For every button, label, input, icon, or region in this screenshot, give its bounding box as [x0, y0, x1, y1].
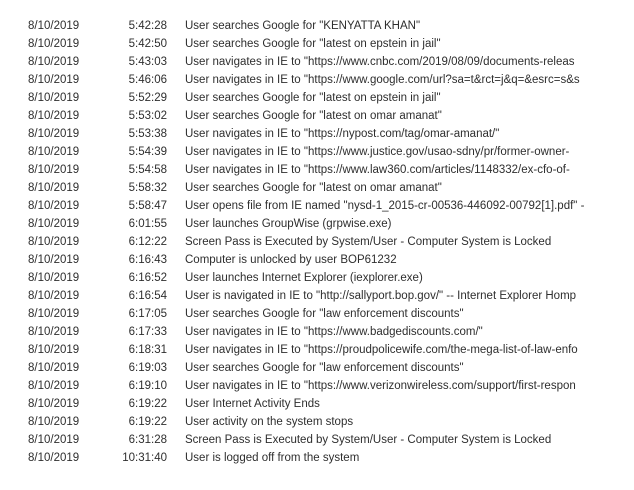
log-row: [28, 341, 634, 359]
log-time: 6:31:28: [128, 434, 167, 446]
log-row: [28, 35, 634, 53]
log-event: User navigates in IE to "https://www.justice.gov/usao-sdny/pr/former-owner-: [185, 146, 570, 158]
log-date: 8/10/2019: [28, 380, 80, 392]
log-time: 6:16:54: [128, 290, 167, 302]
log-event: User launches Internet Explorer (iexplorer.exe): [185, 272, 423, 284]
log-row: [28, 359, 634, 377]
log-event: User navigates in IE to "https://nypost.com/tag/omar-amanat/": [185, 128, 500, 140]
log-date: 8/10/2019: [28, 236, 80, 248]
log-event: User searches Google for "law enforcement discounts": [185, 308, 464, 320]
log-time: 6:19:22: [128, 416, 167, 428]
log-date: 8/10/2019: [28, 398, 80, 410]
log-row: [28, 53, 634, 71]
log-date: 8/10/2019: [28, 344, 80, 356]
log-event: User navigates in IE to "https://www.verizonwireless.com/support/first-respon: [185, 380, 576, 392]
log-date: 8/10/2019: [28, 74, 80, 86]
log-time: 5:42:50: [128, 38, 167, 50]
log-row: [28, 107, 634, 125]
log-date: 8/10/2019: [28, 362, 80, 374]
log-row: [28, 143, 634, 161]
log-row: [28, 89, 634, 107]
log-event: User navigates in IE to "https://www.badgediscounts.com/": [185, 326, 483, 338]
log-time: 5:54:39: [128, 146, 167, 158]
log-row: [28, 197, 634, 215]
log-row: [28, 251, 634, 269]
log-date: 8/10/2019: [28, 308, 80, 320]
log-event: User opens file from IE named "nysd-1_2015-cr-00536-446092-00792[1].pdf" -: [185, 200, 585, 212]
log-date: 8/10/2019: [28, 452, 80, 464]
log-time: 6:17:33: [128, 326, 167, 338]
log-event: Computer is unlocked by user BOP61232: [185, 254, 397, 266]
log-time: 6:19:10: [128, 380, 167, 392]
log-date: 8/10/2019: [28, 254, 80, 266]
log-date: 8/10/2019: [28, 200, 80, 212]
log-time: 6:16:43: [128, 254, 167, 266]
log-time: 5:58:47: [128, 200, 167, 212]
log-time: 6:19:22: [128, 398, 167, 410]
log-row: [28, 125, 634, 143]
log-event: User is navigated in IE to "http://sallyport.bop.gov/" -- Internet Explorer Homp: [185, 290, 577, 302]
log-event: User searches Google for "latest on epstein in jail": [185, 38, 441, 50]
log-date: 8/10/2019: [28, 164, 80, 176]
log-date: 8/10/2019: [28, 218, 80, 230]
activity-log: [28, 17, 634, 467]
log-date: 8/10/2019: [28, 92, 80, 104]
log-row: [28, 17, 634, 35]
log-row: [28, 305, 634, 323]
log-date: 8/10/2019: [28, 272, 80, 284]
log-event: User Internet Activity Ends: [185, 398, 320, 410]
log-time: 6:19:03: [128, 362, 167, 374]
log-time: 6:12:22: [128, 236, 167, 248]
log-row: [28, 269, 634, 287]
log-date: 8/10/2019: [28, 326, 80, 338]
log-event: User activity on the system stops: [185, 416, 354, 428]
log-date: 8/10/2019: [28, 38, 80, 50]
log-row: [28, 377, 634, 395]
log-row: [28, 233, 634, 251]
log-date: 8/10/2019: [28, 110, 80, 122]
log-event: User searches Google for "latest on omar amanat": [185, 182, 442, 194]
log-event: User searches Google for "law enforcement discounts": [185, 362, 464, 374]
log-time: 5:58:32: [128, 182, 167, 194]
log-time: 6:01:55: [128, 218, 167, 230]
log-time: 5:52:29: [128, 92, 167, 104]
log-event: User is logged off from the system: [185, 452, 360, 464]
log-time: 6:16:52: [128, 272, 167, 284]
log-event: User searches Google for "latest on omar amanat": [185, 110, 442, 122]
log-event: User searches Google for "latest on epstein in jail": [185, 92, 441, 104]
log-time: 10:31:40: [122, 452, 167, 464]
log-time: 5:43:03: [128, 56, 167, 68]
log-row: [28, 323, 634, 341]
log-row: [28, 179, 634, 197]
log-date: 8/10/2019: [28, 128, 80, 140]
log-date: 8/10/2019: [28, 146, 80, 158]
log-event: Screen Pass is Executed by System/User - Computer System is Locked: [185, 236, 552, 248]
log-event: User searches Google for "KENYATTA KHAN": [185, 20, 421, 32]
log-event: Screen Pass is Executed by System/User - Computer System is Locked: [185, 434, 552, 446]
log-row: [28, 71, 634, 89]
log-date: 8/10/2019: [28, 290, 80, 302]
log-date: 8/10/2019: [28, 416, 80, 428]
log-date: 8/10/2019: [28, 20, 80, 32]
log-time: 6:17:05: [128, 308, 167, 320]
log-date: 8/10/2019: [28, 182, 80, 194]
log-row: [28, 431, 634, 449]
log-time: 6:18:31: [128, 344, 167, 356]
log-event: User navigates in IE to "https://www.law360.com/articles/1148332/ex-cfo-of-: [185, 164, 570, 176]
log-row: [28, 287, 634, 305]
log-time: 5:53:02: [128, 110, 167, 122]
log-row: [28, 215, 634, 233]
log-event: User navigates in IE to "https://proudpolicewife.com/the-mega-list-of-law-enfo: [185, 344, 578, 356]
log-row: [28, 413, 634, 431]
log-row: [28, 395, 634, 413]
log-time: 5:53:38: [128, 128, 167, 140]
log-time: 5:46:06: [128, 74, 167, 86]
log-date: 8/10/2019: [28, 434, 80, 446]
log-time: 5:42:28: [128, 20, 167, 32]
log-event: User navigates in IE to "https://www.cnbc.com/2019/08/09/documents-releas: [185, 56, 575, 68]
log-event: User launches GroupWise (grpwise.exe): [185, 218, 392, 230]
log-event: User navigates in IE to "https://www.google.com/url?sa=t&rct=j&q=&esrc=s&s: [185, 74, 580, 86]
log-row: [28, 449, 634, 467]
log-date: 8/10/2019: [28, 56, 80, 68]
log-time: 5:54:58: [128, 164, 167, 176]
log-row: [28, 161, 634, 179]
